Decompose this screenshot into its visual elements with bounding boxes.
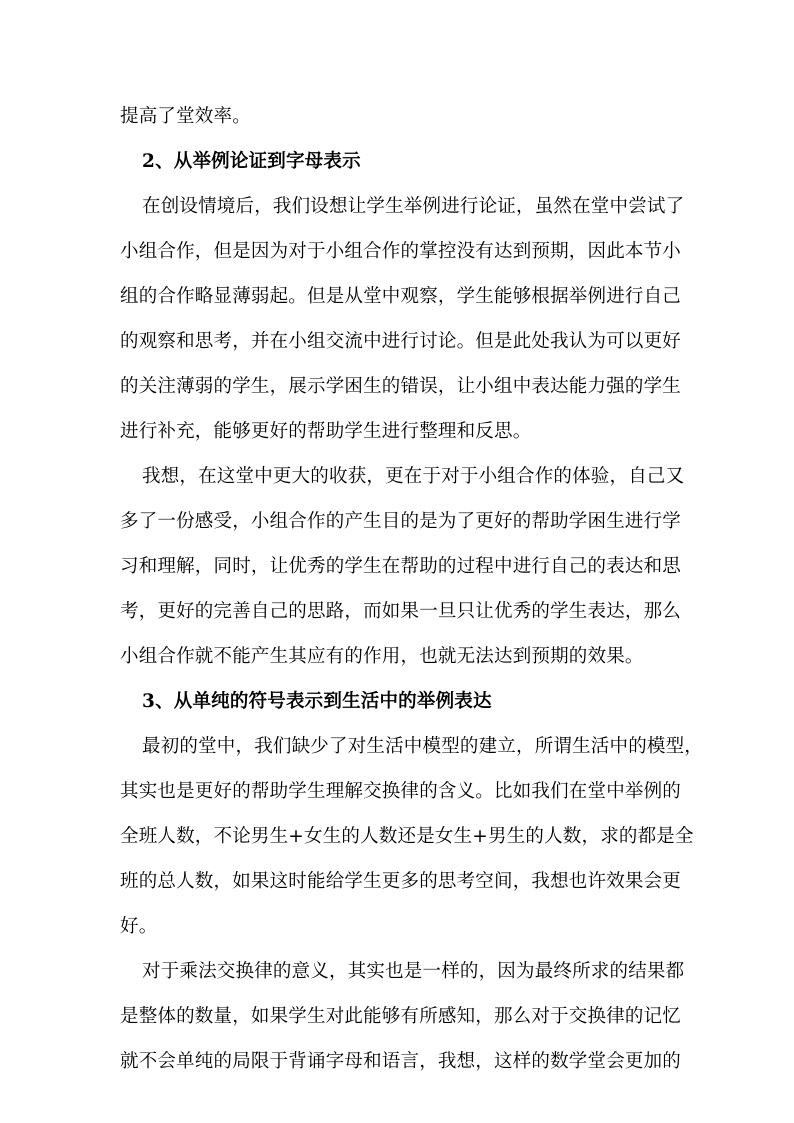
paragraph-line: 习和理解，同时，让优秀的学生在帮助的过程中进行自己的表达和思	[120, 556, 682, 577]
paragraph-line: 全班人数，不论男生+女生的人数还是女生+男生的人数，求的都是全	[120, 826, 694, 847]
paragraph-line: 就不会单纯的局限于背诵字母和语言，我想，这样的数学堂会更加的	[120, 1051, 682, 1072]
paragraph-line: 我想，在这堂中更大的收获，更在于对于小组合作的体验，自己又	[142, 466, 685, 487]
paragraph-line: 对于乘法交换律的意义，其实也是一样的，因为最终所求的结果都	[142, 961, 685, 982]
paragraph-line: 的观察和思考，并在小组交流中进行讨论。但是此处我认为可以更好	[120, 331, 682, 352]
paragraph-line: 最初的堂中，我们缺少了对生活中模型的建立，所谓生活中的模型，	[142, 736, 704, 757]
section-heading: 3、从单纯的符号表示到生活中的举例表达	[142, 691, 492, 712]
paragraph-line: 班的总人数，如果这时能给学生更多的思考空间，我想也许效果会更	[120, 871, 682, 892]
section-heading: 2、从举例论证到字母表示	[142, 151, 361, 172]
paragraph-line: 小组合作就不能产生其应有的作用，也就无法达到预期的效果。	[120, 646, 644, 667]
paragraph-line: 在创设情境后，我们设想让学生举例进行论证，虽然在堂中尝试了	[142, 196, 685, 217]
paragraph-line: 其实也是更好的帮助学生理解交换律的含义。比如我们在堂中举例的	[120, 781, 682, 802]
paragraph-line: 小组合作，但是因为对于小组合作的掌控没有达到预期，因此本节小	[120, 241, 682, 262]
paragraph-line: 考，更好的完善自己的思路，而如果一旦只让优秀的学生表达，那么	[120, 601, 682, 622]
paragraph-line: 多了一份感受，小组合作的产生目的是为了更好的帮助学困生进行学	[120, 511, 682, 532]
paragraph-line: 进行补充，能够更好的帮助学生进行整理和反思。	[120, 421, 532, 442]
paragraph-line: 是整体的数量，如果学生对此能够有所感知，那么对于交换律的记忆	[120, 1006, 682, 1027]
paragraph-line: 的关注薄弱的学生，展示学困生的错误，让小组中表达能力强的学生	[120, 376, 682, 397]
paragraph-line: 好。	[120, 916, 158, 937]
paragraph-line: 组的合作略显薄弱起。但是从堂中观察，学生能够根据举例进行自己	[120, 286, 682, 307]
paragraph-line: 提高了堂效率。	[120, 106, 251, 127]
